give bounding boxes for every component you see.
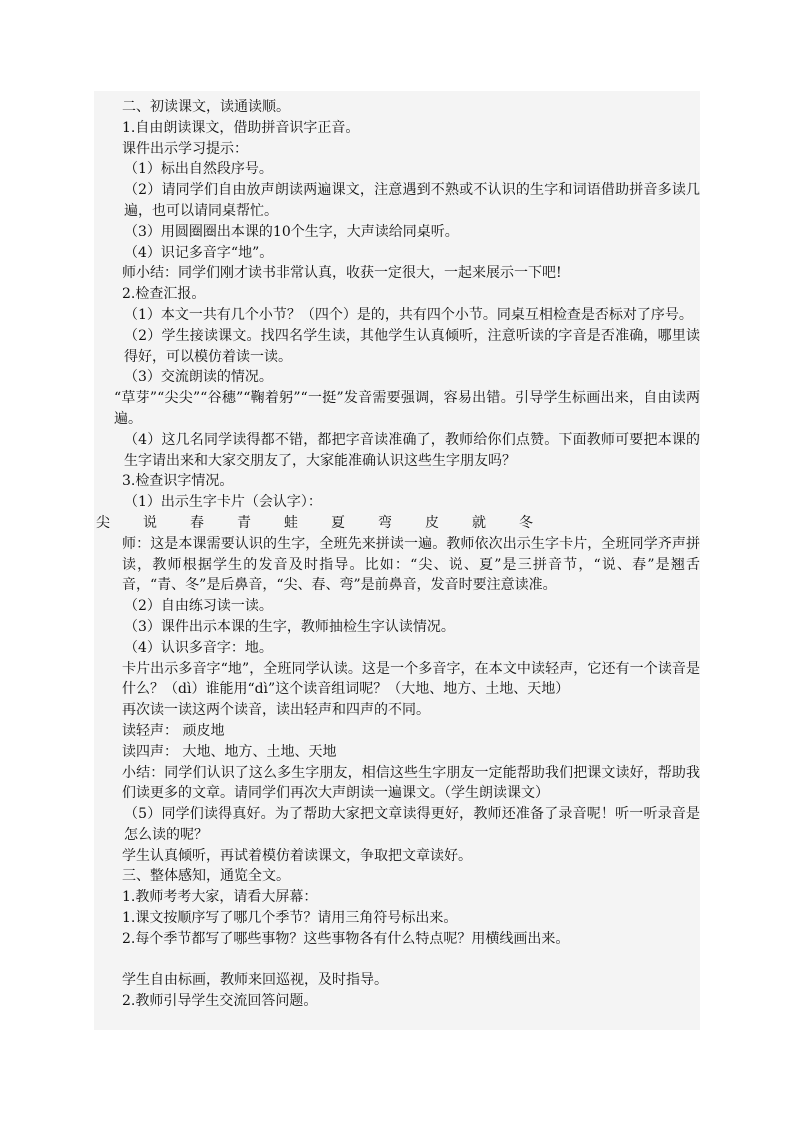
lesson-section-practice [94,534,700,1012]
paragraph-line: （2）请同学们自由放声朗读两遍课文，注意遇到不熟或不认识的生字和词语借助拼音多读几遍，也可以请同桌帮忙。 [124,182,700,219]
paragraph-line: （4）这几名同学读得都不错，都把字音读准确了，教师给你们点赞。下面教师可要把本课的生字请出来和大家交朋友了，大家能准确认识这些生字朋友吗？ [124,431,700,469]
paragraph-line: （3）交流朗读的情况。 [124,369,273,386]
paragraph-line: 师：这是本课需要认识的生字，全班先来拼读一遍。教师依次出示生字卡片，全班同学齐声拼读，教师根据学生的发音及时指导。比如：“尖、说、夏”是三拼音节，“说、春”是翘舌音，“青、冬”是后鼻音，“尖、春、弯”是前鼻音，发音时要注意读准。 [122,535,700,594]
character-card: 春 [190,514,204,531]
paragraph-line: （4）识记多音字“地”。 [124,244,274,261]
paragraph-line: 学生自由标画，教师来回巡视，及时指导。 [122,972,388,989]
character-card: 说 [143,514,157,531]
paragraph-line: （3）课件出示本课的生字，教师抽检生字认读情况。 [124,618,455,635]
character-card-row [94,513,700,534]
paragraph-line: 读四声： 大地、地方、土地、天地 [122,743,337,760]
character-card: 就 [472,514,486,531]
blank-line [94,950,700,971]
paragraph-line: （2）自由练习读一读。 [124,598,273,615]
paragraph-line: 2.每个季节都写了哪些事物？这些事物各有什么特点呢？用横线画出来。 [122,930,570,947]
paragraph-line: 小结：同学们认识了这么多生字朋友，相信这些生字朋友一定能帮助我们把课文读好，帮助我们读更多的文章。请同学们再次大声朗读一遍课文。（学生朗读课文） [122,764,700,802]
paragraph-line: 课件出示学习提示： [122,140,248,157]
paragraph-line: 读轻声： 顽皮地 [122,722,225,739]
character-card: 尖 [96,514,110,531]
document-body [94,97,700,1012]
paragraph-line: 卡片出示多音字“地”，全班同学认读。这是一个多音字，在本文中读轻声，它还有一个读音是什么？（dì）谁能用“dì”这个读音组词呢？（大地、地方、土地、天地） [122,660,700,698]
paragraph-line: 二、初读课文，读通读顺。 [122,99,290,115]
document-page [94,91,700,1030]
paragraph-line: （1）出示生字卡片（会认字）： [124,494,322,511]
paragraph-line: （1）本文一共有几个小节？（四个）是的，共有四个小节。同桌互相检查是否标对了序号。 [124,306,693,323]
paragraph-line: 2.教师引导学生交流回答问题。 [122,993,318,1010]
character-card: 皮 [425,514,439,531]
paragraph-line: 再次读一读这两个读音，读出轻声和四声的不同。 [122,702,430,719]
paragraph-line: （5）同学们读得真好。为了帮助大家把文章读得更好，教师还准备了录音呢！听一听录音是怎么读的呢？ [124,806,700,843]
paragraph-line: 师小结：同学们刚才读书非常认真，收获一定很大，一起来展示一下吧! [122,265,562,282]
paragraph-line: 1.自由朗读课文，借助拼音识字正音。 [122,119,360,136]
lesson-section-reading [94,97,700,513]
character-card: 冬 [519,514,533,531]
paragraph-line: 1.课文按顺序写了哪几个季节？请用三角符号标出来。 [122,910,458,927]
paragraph-line: （3）用圆圈圈出本课的10个生字，大声读给同桌听。 [124,223,459,240]
character-card: 蛙 [284,514,298,531]
character-card: 青 [237,514,251,531]
paragraph-line: （4）认识多音字：地。 [124,639,273,656]
paragraph-line: （2）学生接读课文。找四名学生读，其他学生认真倾听，注意听读的字音是否准确，哪里读得好，可以模仿着读一读。 [124,327,700,365]
paragraph-line: 2.检查汇报。 [122,286,206,303]
paragraph-line: “草芽”“尖尖”“谷穗”“鞠着躬”“一挺”发音需要强调，容易出错。引导学生标画出来，自由读两遍。 [114,390,700,427]
paragraph-line: 三、整体感知，通览全文。 [122,868,290,885]
paragraph-line: 1.教师考考大家，请看大屏幕： [122,889,318,906]
character-card: 夏 [331,514,345,531]
paragraph-line: 3.检查识字情况。 [122,473,234,490]
paragraph-line: （1）标出自然段序号。 [124,161,273,178]
character-card: 弯 [378,514,392,531]
paragraph-line: 学生认真倾听，再试着模仿着读课文，争取把文章读好。 [122,847,472,864]
